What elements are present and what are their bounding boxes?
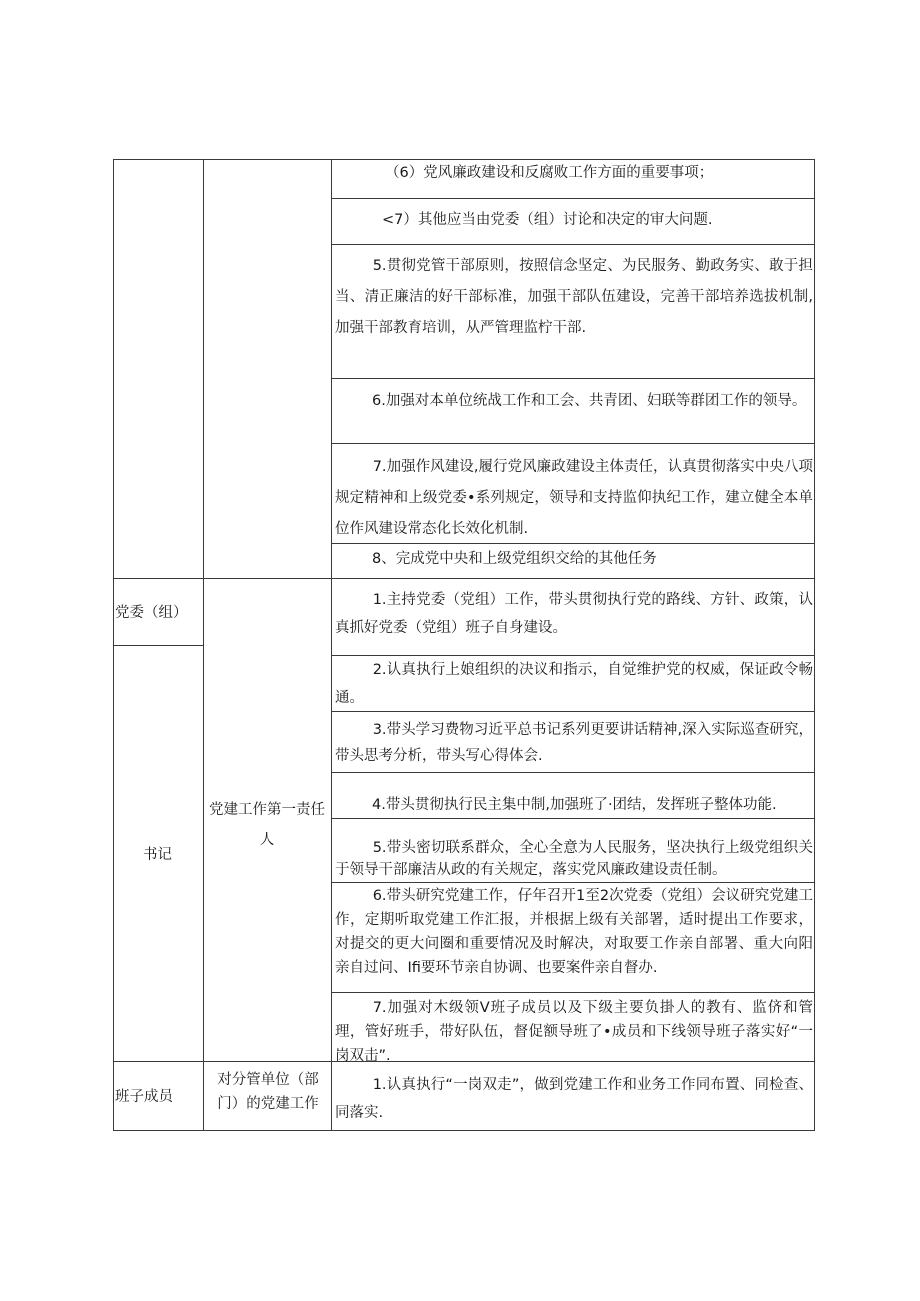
role-party-committee: 党委（组）: [115, 605, 188, 621]
paragraph-7-text: 7.加强作风建设,履行党风廉政建设主体责任，认真贯彻落实中央八项规定精神和上级党委•系列规定，领导和支持监仰执纪工作，建立健全本单位作风建设常态化长效化机制.: [335, 459, 813, 537]
item-6-text: （6）党风廉政建设和反腐败工作方面的重要事项；: [385, 165, 714, 181]
secretary-duty-3-text: 3.带头学习费物习近平总书记系列更要讲话精神,深入实际巡查研究，带头思考分析，带头写心得体会.: [335, 722, 813, 764]
row-divider: [331, 198, 815, 199]
secretary-duty-1: [335, 586, 813, 642]
secretary-duty-6: [335, 884, 813, 980]
duty-first-responsible: 党建工作第一责任人: [209, 802, 325, 848]
role-team-members: 班子成员: [115, 1089, 173, 1105]
row-divider: [331, 882, 815, 883]
table-border-right: [814, 159, 815, 1131]
secretary-duty-3: [335, 717, 813, 769]
paragraph-5: [335, 251, 813, 344]
paragraph-6-text: 6.加强对本单位统战工作和工会、共青团、妇联等群团工作的领导。: [372, 393, 807, 409]
secretary-duty-2-text: 2.认真执行上娘组织的决议和指示，自觉维护党的权威，保证政令畅通。: [335, 662, 813, 706]
row-divider-role1: [113, 578, 815, 579]
secretary-duty-1-text: 1.主持党委（党组）工作，带头贯彻执行党的路线、方针、政策，认真抓好党委（党组）班子自身建设。: [335, 592, 813, 636]
table-border-bottom: [113, 1130, 815, 1131]
secretary-duty-4-text: 4.带头贯彻执行民主集中制,加强班了·团结，发挥班子整体功能.: [372, 797, 777, 813]
secretary-duty-7-text: 7.加强对木级领V班子成员以及下级主要负掛人的教有、监侪和管理，管好班手，带好队伍，督促额导班了•成员和下线领导班子落实好“一岗双击”.: [335, 1000, 813, 1064]
secretary-duty-5-text: 5.带头密切联系群众，全心全意为人民服务，坚决执行上级党组织关于领导干部廉洁从政的有关规定，落实党风廉政建设责任制。: [335, 840, 813, 878]
member-duty-1: [335, 1071, 813, 1127]
item-7-text: <7）其他应当由党委（组）讨论和决定的审大问题.: [382, 212, 713, 228]
column-divider-2: [331, 159, 332, 1131]
row-divider-role2: [113, 645, 204, 646]
paragraph-7: [335, 452, 813, 545]
secretary-duty-7: [335, 996, 813, 1068]
paragraph-5-text: 5.贯彻党管干部原则，按照信念坚定、为民服务、勤政务实、敢于担当、清正廉洁的好干部标准，加强干部队伍建设，完善干部培养选拔机制,加强干部教育培训，从严管理监柠干部.: [335, 258, 813, 336]
member-duty-1-text: 1.认真执行“一岗双走”，做到党建工作和业务工作同布置、同检查、同落实.: [335, 1077, 813, 1121]
secretary-duty-2: [335, 656, 813, 712]
row-divider: [331, 818, 815, 819]
table-border-top: [113, 159, 815, 160]
row-divider: [331, 378, 815, 379]
duty-supervised-units: 对分管单位（部门）的党建工作: [217, 1072, 319, 1112]
secretary-duty-5: [335, 837, 813, 881]
secretary-duty-6-text: 6.带头研究党建工作，仔年召开1至2次党委（党组）会议研究党建工作，定期听取党建工作汇报，并根据上级有关部署，适时提出工作要求，对提交的更大问圈和重要情况及时解决，对取要工作亲自部署、重大向阳亲自过问、Ifi要环节亲自协调、也要案件亲自督办.: [335, 888, 813, 976]
row-divider: [331, 244, 815, 245]
role-secretary: 书记: [143, 847, 172, 863]
row-divider: [331, 992, 815, 993]
row-divider: [331, 772, 815, 773]
paragraph-8-text: 8、完成党中央和上级党组织交给的其他任务: [372, 551, 657, 567]
row-divider: [331, 443, 815, 444]
